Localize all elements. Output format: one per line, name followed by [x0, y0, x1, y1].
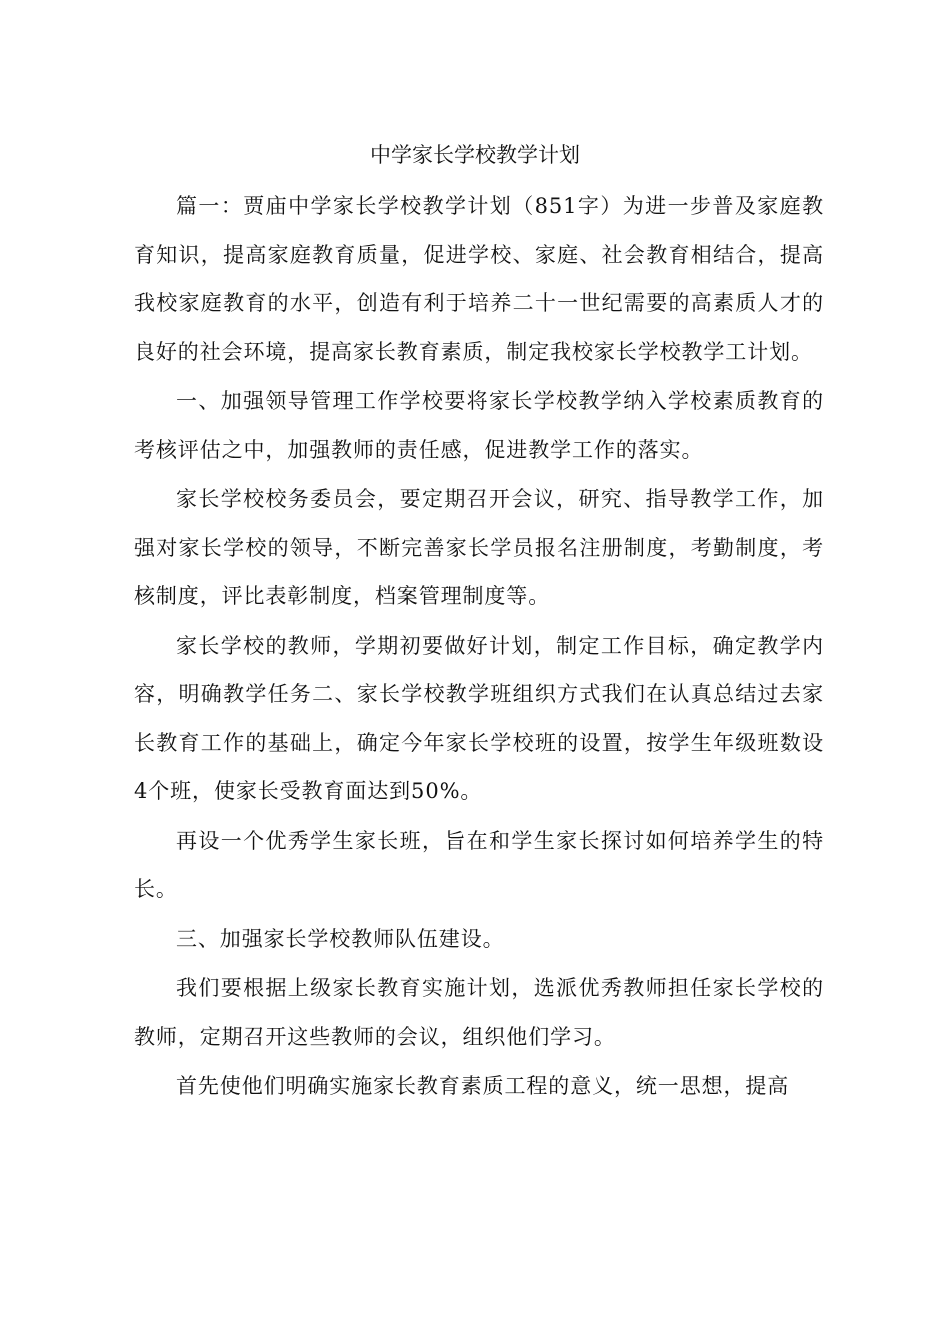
paragraph: 再设一个优秀学生家长班，旨在和学生家长探讨如何培养学生的特长。 [134, 828, 824, 901]
paragraph: 一、加强领导管理工作学校要将家长学校教学纳入学校素质教育的考核评估之中，加强教师的责任感，促进教学工作的落实。 [134, 389, 824, 462]
document-body [134, 182, 824, 1112]
paragraph: 首先使他们明确实施家长教育素质工程的意义，统一思想，提高 [176, 1074, 790, 1098]
paragraph: 三、加强家长学校教师队伍建设。 [176, 926, 505, 951]
paragraph: 篇一：贾庙中学家长学校教学计划（851字）为进一步普及家庭教育知识，提高家庭教育质量，促进学校、家庭、社会教育相结合，提高我校家庭教育的水平，创造有利于培养二十一世纪需要的高素质人才的良好的社会环境，提高家长教育素质，制定我校家长学校教学工计划。 [134, 194, 824, 364]
paragraph: 家长学校的教师，学期初要做好计划，制定工作目标，确定教学内容，明确教学任务二、家长学校教学班组织方式我们在认真总结过去家长教育工作的基础上，确定今年家长学校班的设置，按学生年级班数设4个班，使家长受教育面达到50%。 [134, 633, 824, 803]
document-title: 中学家长学校教学计划 [370, 143, 580, 167]
paragraph: 我们要根据上级家长教育实施计划，选派优秀教师担任家长学校的教师，定期召开这些教师的会议，组织他们学习。 [134, 976, 824, 1049]
paragraph: 家长学校校务委员会，要定期召开会议，研究、指导教学工作，加强对家长学校的领导，不断完善家长学员报名注册制度，考勤制度，考核制度，评比表彰制度，档案管理制度等。 [134, 487, 824, 608]
